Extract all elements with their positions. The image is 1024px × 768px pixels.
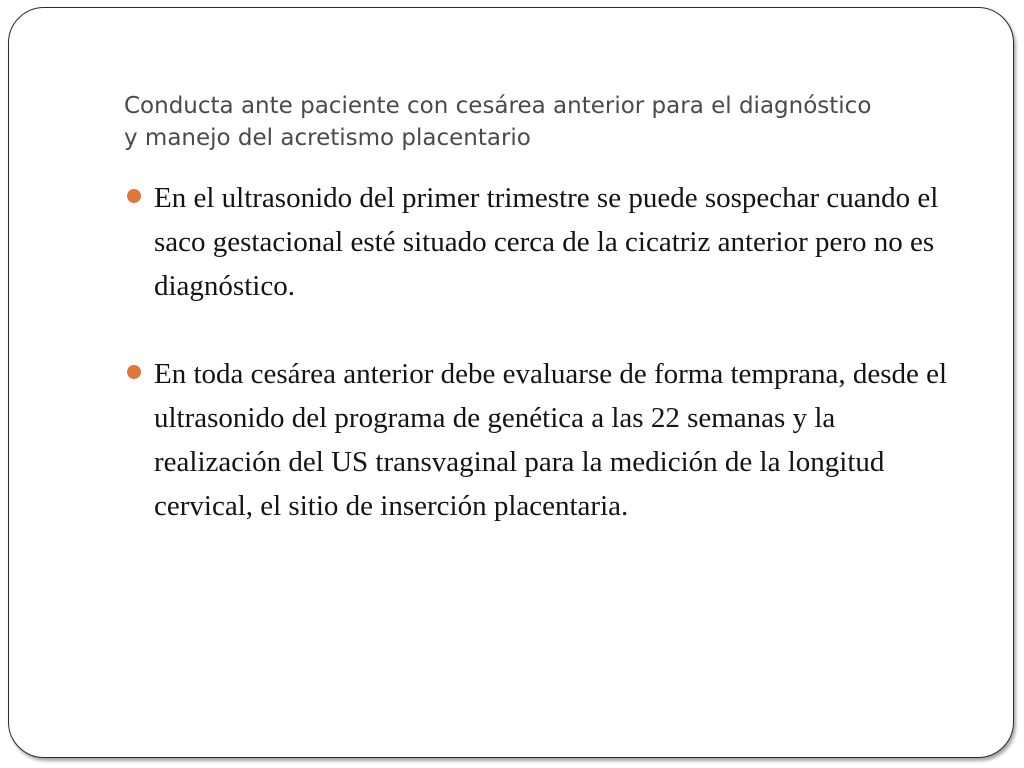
bullet-dot-icon: [127, 365, 141, 379]
slide-title: Conducta ante paciente con cesárea anterior para el diagnóstico y manejo del acretismo placentario: [124, 93, 872, 151]
bullet-dot-icon: [127, 189, 141, 203]
bullet-item: [124, 352, 964, 528]
slide-frame: [8, 7, 1014, 758]
bullet-list: [124, 176, 964, 528]
bullet-text: En el ultrasonido del primer trimestre se puede sospechar cuando el saco gestacional esté situado cerca de la cicatriz anterior pero no es diagnóstico.: [154, 182, 939, 302]
bullet-text: En toda cesárea anterior debe evaluarse de forma temprana, desde el ultrasonido del programa de genética a las 22 semanas y la realización del US transvaginal para la medición de la longitud cervical, el sitio de inserción placentaria.: [154, 358, 948, 522]
bullet-item: [124, 176, 964, 308]
